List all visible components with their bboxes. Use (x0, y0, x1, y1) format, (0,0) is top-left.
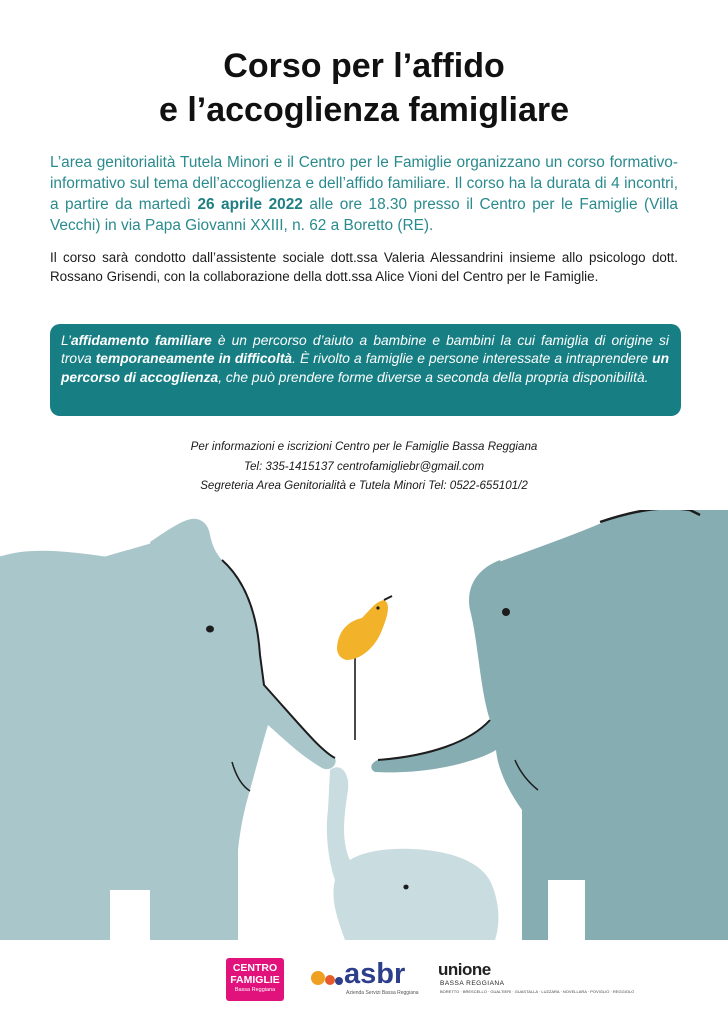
conductors-paragraph: Il corso sarà condotto dall’assistente sociale dott.ssa Valeria Alessandrini insieme allo psicologo dott. Rossano Grisendi, con la collaborazione della dott.ssa Alice Vioni del Centro per le Famiglie. (50, 250, 678, 284)
info-text-3: . È rivolto a famiglie e persone interessate a intraprendere (292, 351, 653, 367)
title-line-2: e l’accoglienza famigliare (158, 91, 570, 129)
info-box (50, 324, 681, 416)
unione-logo (430, 960, 635, 1002)
left-elephant (0, 519, 336, 940)
unione-logo-municipalities: BORETTO · BRESCELLO · GUALTIERI · GUASTALLA · LUZZARA · NOVELLARA · POVIGLIO · REGGIOLO (440, 989, 635, 994)
intro-text-2: alle ore 18.30 presso il Centro per le Famiglie (Villa Vecchi) in via Papa Giovanni XXIII, n. 62 a Boretto (RE). (50, 196, 678, 234)
course-date: 26 aprile 2022 (197, 196, 303, 213)
info-text-2: è un percorso d’aiuto a bambine e bambini la cui famiglia di origine si trova (61, 333, 669, 367)
info-bold-2: temporaneamente in difficoltà (95, 351, 293, 367)
intro-text-1: L’area genitorialità Tutela Minori e il Centro per le Famiglie organizzano un corso formativo-informativo sul tema dell’accoglienza e dell’affido familiare. Il corso ha la durata di 4 incontri, a partire da martedì (50, 154, 678, 213)
centro-logo-sub: Bassa Reggiana (234, 987, 276, 993)
info-bold-1: affidamento familiare (70, 333, 212, 348)
asbr-logo-sub: Azienda Servizi Bassa Reggiana (346, 990, 419, 996)
asbr-dots-icon (310, 966, 344, 988)
bird-icon (337, 596, 392, 740)
info-bold-3: un percorso di accoglienza (61, 351, 669, 385)
baby-elephant (327, 767, 499, 940)
centro-logo-line-1: CENTRO (232, 962, 278, 974)
centro-famiglie-logo (226, 958, 284, 1001)
logos-row (0, 950, 728, 1010)
contact-line-2: Tel: 335-1415137 centrofamigliebr@gmail.com (243, 459, 485, 473)
page-title (0, 44, 728, 132)
title-line-1: Corso per l’affido (223, 47, 505, 85)
info-text-4: , che può prendere forme diverse a seconda della propria disponibilità. (218, 369, 649, 385)
contact-line-1: Per informazioni e iscrizioni Centro per le Famiglie Bassa Reggiana (190, 440, 538, 453)
elephants-illustration (0, 510, 728, 940)
contact-info (0, 437, 728, 496)
intro-paragraph (50, 152, 678, 236)
contact-line-3: Segreteria Area Genitorialità e Tutela Minori Tel: 0522-655101/2 (200, 479, 528, 493)
info-text-1: L’ (61, 333, 71, 348)
unione-logo-text: unione (438, 960, 491, 979)
unione-logo-sub: BASSA REGGIANA (440, 980, 505, 987)
asbr-logo (310, 958, 419, 1004)
centro-logo-line-2: FAMIGLIE (230, 974, 280, 986)
asbr-logo-text: asbr (344, 958, 406, 990)
